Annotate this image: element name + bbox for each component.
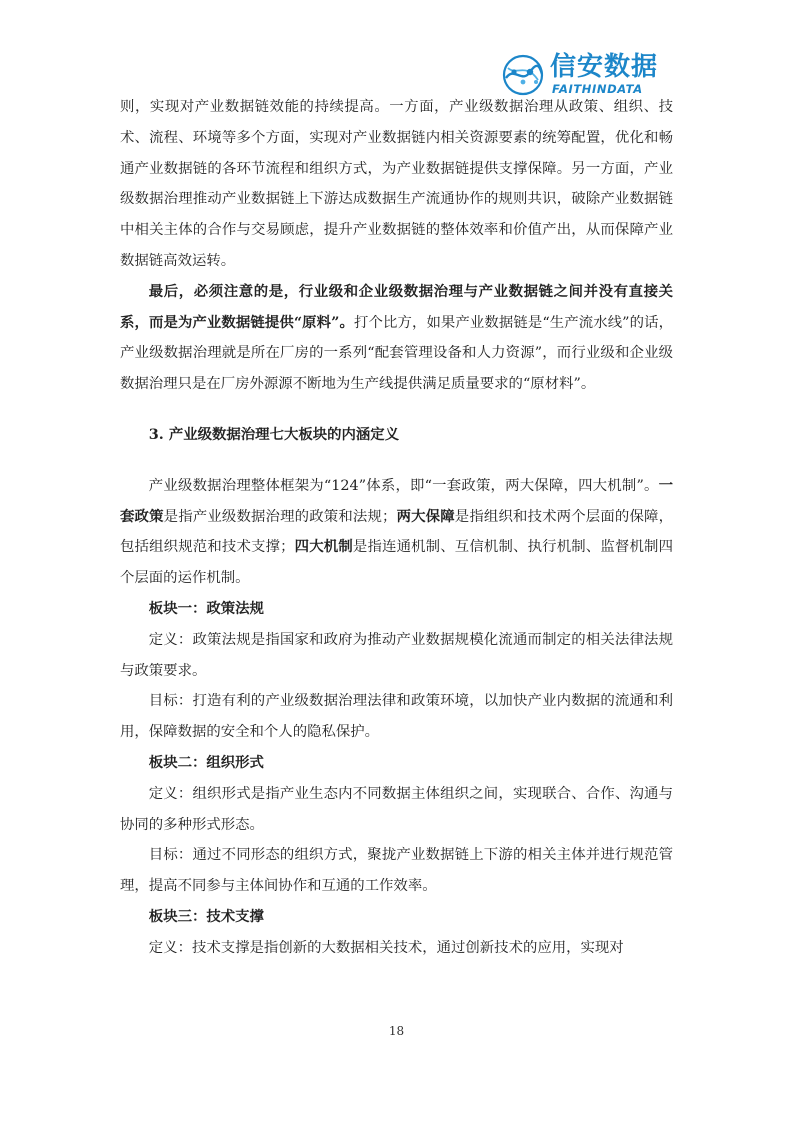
bold-emphasis: 最后，必须注意的是，行业级和企业级数据治理与产业数据链之间并没有直接关系，而是为产业数据链提供“原料”。 bbox=[120, 282, 673, 331]
logo-chinese-name: 信安数据 bbox=[550, 52, 659, 82]
block-title-text: 板块一：政策法规 bbox=[148, 599, 264, 617]
paragraph-text: 产业级数据治理整体框架为“124”体系，即“一套政策，两大保障，四大机制”。 bbox=[148, 477, 659, 494]
block-title-2 bbox=[120, 748, 673, 779]
block-title-text: 板块三：技术支撑 bbox=[148, 907, 264, 925]
paragraph-continued: 则，实现对产业数据链效能的持续提高。一方面，产业级数据治理从政策、组织、技术、流程、环境等多个方面，实现对产业数据链内相关资源要素的统筹配置，优化和畅通产业数据链的各环节流程和组织方式，为产业数据链提供支撑保障。另一方面，产业级数据治理推动产业数据链上下游达成数据生产流通协作的规则共识，破除产业数据链中相关主体的合作与交易顾虑，提升产业数据链的整体效率和价值产出，从而保障产业数据链高效运转。 bbox=[120, 99, 673, 269]
block1-goal: 目标：打造有利的产业级数据治理法律和政策环境，以加快产业内数据的流通和利用，保障数据的安全和个人的隐私保护。 bbox=[120, 693, 673, 741]
block2-definition: 定义：组织形式是指产业生态内不同数据主体组织之间，实现联合、合作、沟通与协同的多种形式形态。 bbox=[120, 785, 673, 833]
block2-goal: 目标：通过不同形态的组织方式，聚拢产业数据链上下游的相关主体并进行规范管理，提高不同参与主体间协作和互通的工作效率。 bbox=[120, 847, 673, 895]
block-title-3 bbox=[120, 902, 673, 933]
bold-term-policy: 一套政策 bbox=[120, 476, 673, 525]
paragraph-text: 是指连通机制、互信机制、执行机制、监督机制四个层面的运作机制。 bbox=[120, 539, 673, 587]
block-title-1 bbox=[120, 594, 673, 625]
page-number: 18 bbox=[388, 1024, 405, 1038]
logo-english-name: FAITHINDATA bbox=[552, 82, 643, 96]
paragraph-framework bbox=[120, 471, 673, 594]
bold-term-guarantees: 两大保障 bbox=[396, 507, 455, 525]
paragraph-text: 是指组织和技术两个层面的保障，包括组织规范和技术支撑； bbox=[120, 508, 673, 556]
document-body bbox=[120, 92, 673, 964]
section-heading-text: 3. 产业级数据治理七大板块的内涵定义 bbox=[148, 425, 400, 443]
block1-definition: 定义：政策法规是指国家和政府为推动产业数据规模化流通而制定的相关法律法规与政策要求。 bbox=[120, 631, 673, 679]
block3-definition: 定义：技术支撑是指创新的大数据相关技术，通过创新技术的应用，实现对 bbox=[148, 939, 624, 956]
bold-term-mechanisms: 四大机制 bbox=[294, 538, 353, 556]
paragraph-text: 打个比方，如果产业数据链是“生产流水线”的话，产业级数据治理就是所在厂房的一系列“配套管理设备和人力资源”，而行业级和企业级数据治理只是在厂房外源源不断地为生产线提供满足质量要求的“原材料”。 bbox=[120, 314, 673, 393]
section-heading bbox=[120, 420, 673, 451]
block-title-text: 板块二：组织形式 bbox=[148, 753, 264, 771]
paragraph-text: 是指产业级数据治理的政策和法规； bbox=[163, 508, 397, 525]
paragraph-final-note bbox=[120, 277, 673, 400]
